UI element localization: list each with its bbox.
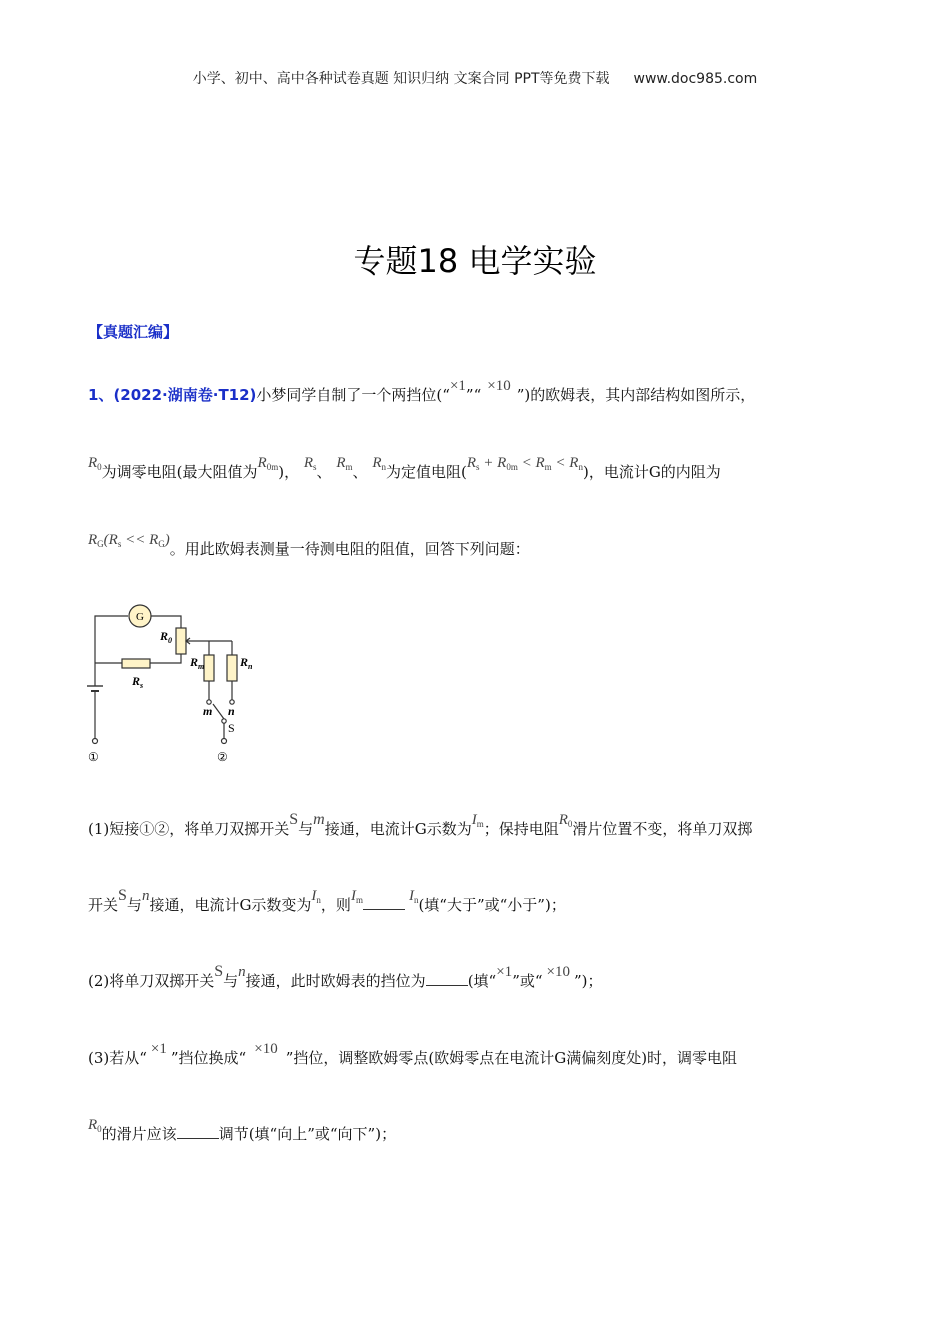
math-n: n (238, 964, 246, 980)
text: 接通，此时欧姆表的挡位为 (245, 972, 426, 990)
resistor-rs (122, 659, 150, 668)
text: 接通，电流计G示数为 (324, 820, 472, 838)
page-title: 专题18 电学实验 (353, 242, 597, 280)
text: 与 (298, 820, 314, 838)
part-1-line-b (88, 887, 566, 915)
wire (151, 616, 181, 628)
math-s: S (214, 963, 224, 980)
part-3-line-b (88, 1117, 397, 1144)
r0-label: $R_0$ (160, 629, 173, 645)
math-x10: ×10 (487, 378, 511, 394)
answer-blank[interactable] (426, 973, 468, 986)
math-in: $I_n$ (311, 888, 321, 905)
question-number: 1、 (88, 386, 114, 404)
header-text: 小学、初中、高中各种试卷真题 知识归纳 文案合同 PPT等免费下载 (192, 71, 610, 87)
math-x1: ×1 (449, 378, 466, 394)
resistor-rn (227, 655, 237, 681)
text: (填“ (467, 972, 497, 990)
section-heading: 【真题汇编】 (88, 323, 179, 341)
math-x10: ×10 (254, 1041, 278, 1057)
part-1-line-a (88, 811, 753, 839)
text: ，则 (320, 896, 351, 914)
text: 调节(填“向上”或“向下”)； (218, 1125, 397, 1143)
math-im: $I_m$ (350, 888, 363, 905)
terminal-2-label: ② (217, 750, 228, 764)
circuit-diagram (80, 600, 280, 770)
math-rs: $R_s$ (303, 455, 317, 472)
math-rm: $R_m$ (336, 455, 353, 472)
math-x1: ×1 (496, 964, 513, 980)
math-x1: ×1 (150, 1041, 167, 1057)
math-x10: ×10 (546, 964, 570, 980)
math-m: m (313, 811, 325, 828)
text: 。用此欧姆表测量一待测电阻的阻值，回答下列问题： (169, 540, 530, 558)
text: )， (278, 463, 300, 481)
math-rn: $R_n$ (372, 455, 386, 472)
text: 滑片位置不变，将单刀双掷 (572, 820, 753, 838)
question-line-1 (88, 378, 756, 405)
text: 与 (223, 972, 239, 990)
math-r0m: $R_{0m}$ (257, 455, 279, 472)
text: 为调零电阻(最大阻值为 (101, 463, 258, 481)
math-rg-condition: $R_G(R_s << R_G)$ (88, 532, 170, 549)
math-r0: $R_0$ (88, 455, 102, 472)
terminal-1-label: ① (88, 750, 99, 764)
page-header (0, 68, 950, 88)
rn-label: $R_n$ (240, 655, 253, 671)
math-r0: $R_0$ (558, 812, 573, 829)
text: ；保持电阻 (483, 820, 559, 838)
question-source: (2022·湖南卷·T12) (113, 386, 257, 404)
text: ”“ (465, 386, 482, 404)
text: 、 (352, 463, 368, 481)
math-r0: $R_0$ (88, 1117, 102, 1134)
answer-blank[interactable] (177, 1126, 219, 1139)
wire (150, 654, 181, 663)
math-im: $I_m$ (471, 812, 484, 829)
math-in: $I_n$ (408, 888, 419, 905)
text: 的滑片应该 (101, 1125, 177, 1143)
text: (3)若从“ (88, 1049, 147, 1067)
text: (2)将单刀双掷开关 (88, 972, 215, 990)
s-label: S (228, 721, 235, 735)
text: ”或“ (512, 972, 543, 990)
header-site-link[interactable]: www.doc985.com (633, 71, 758, 87)
text: 、 (316, 463, 332, 481)
text: 小梦同学自制了一个两挡位(“ (256, 386, 450, 404)
wire (95, 616, 128, 663)
text: 与 (126, 896, 142, 914)
question-line-3 (88, 532, 530, 559)
part-3-line-a (88, 1041, 738, 1068)
text: 为定值电阻( (386, 463, 467, 481)
text: 开关 (88, 896, 119, 914)
text: ”挡位换成“ (170, 1049, 247, 1067)
rm-label: $R_m$ (190, 655, 205, 671)
text: (1)短接①②，将单刀双掷开关 (88, 820, 290, 838)
m-label: m (203, 704, 213, 718)
math-s: S (289, 811, 299, 828)
question-line-2 (88, 455, 721, 482)
g-label: G (136, 611, 144, 623)
math-inequality: $R_s + R_{0m} < R_m < R_n$ (466, 455, 583, 472)
answer-blank[interactable] (363, 897, 405, 910)
part-2-line (88, 963, 603, 991)
text: (填“大于”或“小于”)； (418, 896, 566, 914)
text: ”)； (574, 972, 603, 990)
resistor-r0 (176, 628, 186, 654)
text: ”挡位，调整欧姆零点(欧姆零点在电流计G满偏刻度处)时，调零电阻 (285, 1049, 738, 1067)
math-n: n (141, 888, 150, 904)
rs-label: $R_s$ (132, 674, 144, 690)
math-s: S (118, 887, 127, 904)
n-label: n (228, 704, 235, 718)
text: ”)的欧姆表，其内部结构如图所示， (516, 386, 756, 404)
text: 接通，电流计G示数变为 (149, 896, 312, 914)
text: )，电流计G的内阻为 (582, 463, 721, 481)
resistor-rm (204, 655, 214, 681)
